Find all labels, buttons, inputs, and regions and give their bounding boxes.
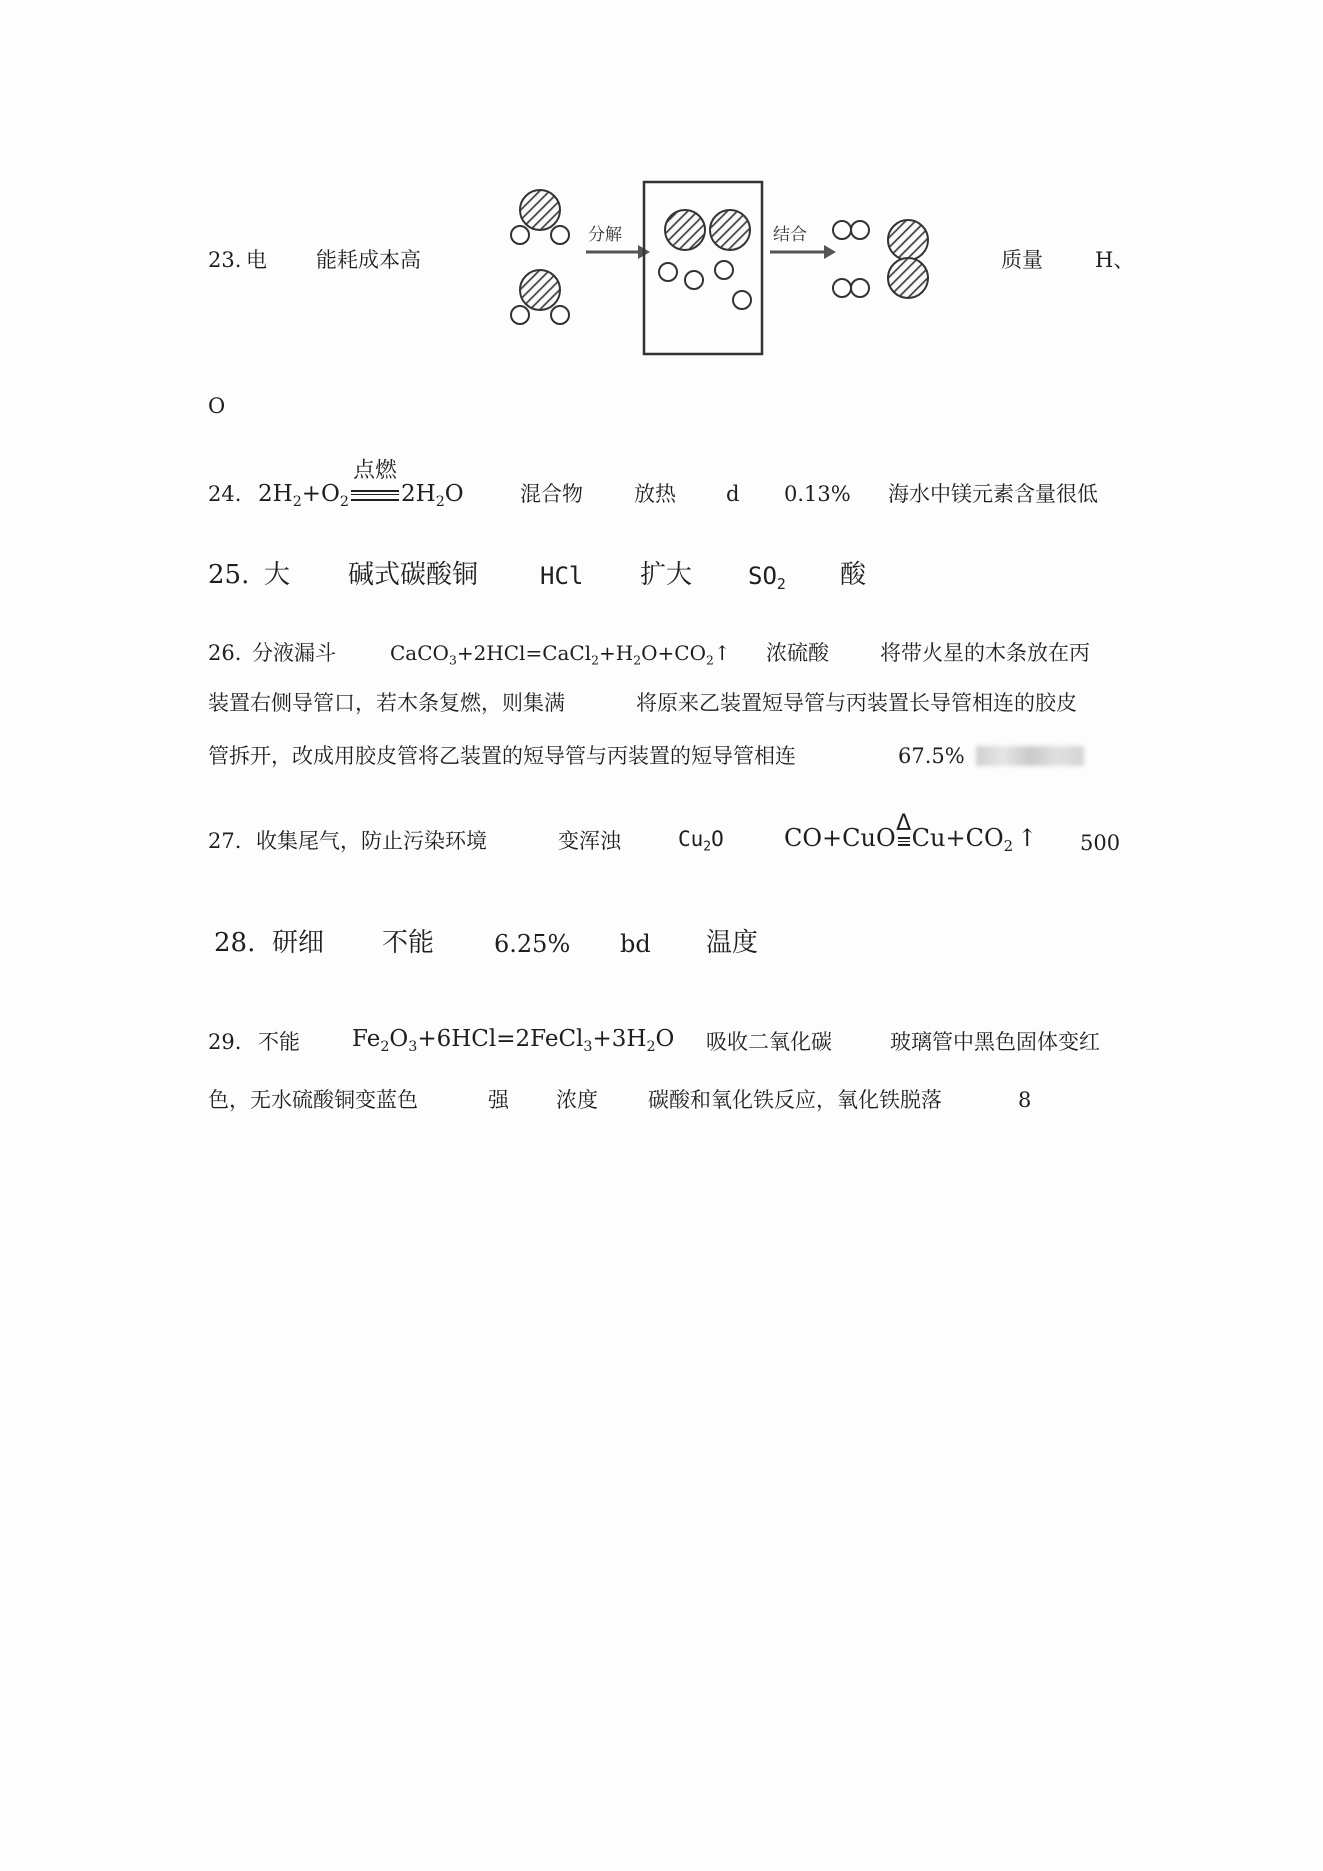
formula-term: O	[711, 827, 724, 851]
q27-equation	[784, 811, 1038, 856]
eq-sub: 2	[380, 1038, 390, 1055]
q26-answer-5: 67.5%	[898, 744, 965, 768]
q28-answer-5: 温度	[706, 928, 759, 958]
eq-sign	[351, 490, 399, 501]
q25-answer-2: 碱式碳酸铜	[348, 560, 479, 590]
q29-equation	[352, 1026, 675, 1055]
q25-answer-3: HCl	[540, 562, 584, 590]
eq-term: 2H	[401, 481, 436, 507]
q26-answer-3: 将带火星的木条放在丙	[880, 641, 1090, 665]
eq-term: CaCO	[390, 641, 449, 665]
eq-term: +6HCl=2FeCl	[417, 1026, 584, 1052]
q27-answer-4: 500	[1080, 831, 1121, 855]
q28-number: 28.	[214, 928, 256, 958]
q29-line-2: 色，无水硫酸铜变蓝色	[208, 1088, 418, 1112]
eq-sub: 2	[591, 652, 600, 668]
q28-answer-3: 6.25%	[494, 930, 571, 958]
q24-answer-5: 海水中镁元素含量很低	[888, 482, 1098, 506]
combine-arrow	[770, 225, 836, 259]
eq-term: Fe	[352, 1026, 381, 1052]
q29-answer-1: 不能	[258, 1030, 300, 1054]
eq-term: +O	[301, 481, 340, 507]
water-molecule-1	[511, 190, 569, 244]
q24-answer-1: 混合物	[520, 482, 583, 506]
eq-term: ↑	[1017, 824, 1038, 852]
q29-answer-5: 浓度	[556, 1088, 598, 1112]
q27-number: 27.	[208, 829, 242, 853]
q29-answer-4: 强	[488, 1088, 509, 1112]
eq-term: CO+CuO	[784, 824, 896, 852]
hydrogen-molecules	[833, 221, 869, 297]
eq-sub: 2	[292, 493, 302, 510]
q24-equation	[258, 458, 464, 510]
q27-answer-3	[678, 827, 724, 855]
q23-answer-3: 质量	[1001, 248, 1043, 272]
formula-sub: 2	[776, 575, 786, 594]
q28-answer-2: 不能	[382, 928, 435, 958]
oxygen-molecule	[888, 220, 928, 298]
q26-answer-4: 将原来乙装置短导管与丙装置长导管相连的胶皮	[636, 691, 1077, 715]
formula-term: Cu	[678, 827, 704, 851]
q25-answer-4: 扩大	[640, 560, 693, 590]
decompose-label: 分解	[588, 225, 622, 245]
q23-number: 23.	[208, 248, 242, 272]
q24-answer-3: d	[726, 482, 740, 506]
eq-sign	[898, 837, 910, 846]
watermark-blur	[976, 744, 1084, 766]
q26-line-2: 装置右侧导管口，若木条复燃，则集满	[208, 691, 565, 715]
formula-sub: 2	[703, 839, 712, 855]
reaction-condition	[349, 458, 401, 501]
q26-equation	[390, 641, 731, 668]
q28-answer-4: bd	[620, 930, 651, 958]
eq-term: +2HCl=CaCl	[456, 641, 592, 665]
blurred-text	[976, 746, 1084, 766]
decompose-arrow	[586, 225, 650, 259]
q29-answer-3: 玻璃管中黑色固体变红	[890, 1030, 1100, 1054]
q23-answer-2: 能耗成本高	[316, 248, 421, 272]
atoms-box	[644, 182, 762, 354]
q24-number: 24.	[208, 482, 242, 506]
q23-answer-1: 电	[246, 248, 267, 272]
formula-term: SO	[748, 562, 777, 590]
q29-answer-2: 吸收二氧化碳	[706, 1030, 832, 1054]
eq-sub: 2	[633, 652, 642, 668]
q26-answer-1: 分液漏斗	[252, 641, 336, 665]
eq-term: +3H	[592, 1026, 647, 1052]
eq-sub: 2	[339, 493, 349, 510]
q26-answer-2: 浓硫酸	[766, 641, 829, 665]
eq-term: +H	[599, 641, 634, 665]
q25-number: 25.	[208, 560, 250, 590]
q25-answer-5	[748, 562, 786, 594]
q26-line-3: 管拆开，改成用胶皮管将乙装置的短导管与丙装置的短导管相连	[208, 744, 796, 768]
eq-term: Cu+CO	[911, 824, 1004, 852]
q27-answer-1: 收集尾气，防止污染环境	[256, 829, 487, 853]
q29-number: 29.	[208, 1030, 242, 1054]
q28-answer-1: 研细	[272, 928, 325, 958]
eq-term: 2H	[258, 481, 293, 507]
q29-answer-6: 碳酸和氧化铁反应，氧化铁脱落	[648, 1088, 942, 1112]
q25-answer-1: 大	[264, 560, 291, 590]
eq-sub: 2	[435, 493, 445, 510]
q23-answer-4: H、	[1095, 248, 1135, 272]
eq-sub: 2	[705, 652, 714, 668]
q23-answer-5: O	[208, 394, 226, 418]
reaction-condition	[896, 811, 912, 846]
q24-answer-2: 放热	[634, 482, 676, 506]
eq-term: O	[389, 1026, 409, 1052]
eq-term: O	[444, 481, 464, 507]
eq-term: ↑	[713, 641, 731, 665]
eq-sub: 3	[408, 1038, 418, 1055]
eq-sub: 3	[448, 652, 457, 668]
eq-sub: 2	[1003, 837, 1014, 856]
q25-answer-6: 酸	[840, 560, 867, 590]
q29-answer-7: 8	[1018, 1088, 1032, 1112]
q27-answer-2: 变浑浊	[558, 829, 621, 853]
water-molecule-2	[511, 270, 569, 324]
eq-sub: 3	[583, 1038, 593, 1055]
eq-condition-label: 点燃	[353, 458, 397, 484]
q24-answer-4: 0.13%	[784, 482, 851, 506]
eq-term: O+CO	[641, 641, 706, 665]
molecule-decomposition-diagram	[490, 180, 950, 360]
eq-sub: 2	[646, 1038, 656, 1055]
eq-term: O	[655, 1026, 675, 1052]
q26-number: 26.	[208, 641, 242, 665]
combine-label: 结合	[773, 225, 807, 245]
eq-condition-label: Δ	[896, 811, 912, 836]
